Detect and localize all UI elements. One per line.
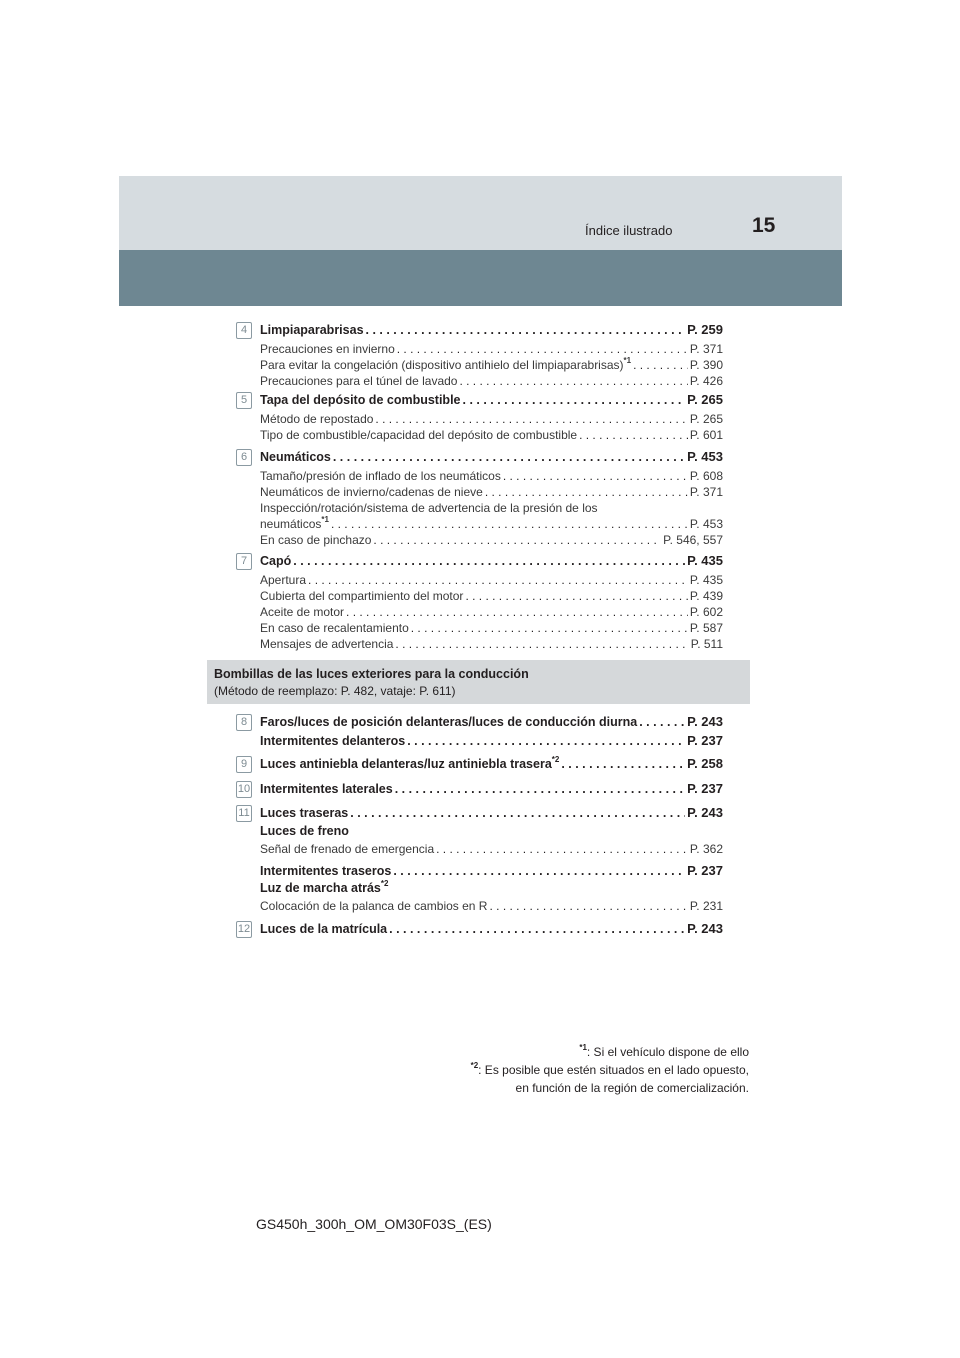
entry-label: Faros/luces de posición delanteras/luces de conducción diurna [260,715,638,729]
index-subentry[interactable] [260,412,723,426]
entry-label: Señal de frenado de emergencia [260,842,435,856]
page-ref: P. 511 [690,637,723,651]
index-entry[interactable] [260,921,723,936]
callout-number-5: 5 [236,392,252,409]
page-ref: P. 453 [689,517,723,531]
page-ref: P. 362 [689,842,723,856]
entry-label: Tapa del depósito de combustible [260,393,461,407]
entry-label: Limpiaparabrisas [260,323,364,337]
footnote-2-cont: en función de la región de comercialización. [515,1081,749,1095]
index-entry[interactable] [260,392,723,407]
entry-label: Capó [260,554,292,568]
index-entry[interactable] [260,553,723,568]
index-subentry[interactable] [260,358,723,372]
entry-label: En caso de pinchazo [260,533,372,547]
header-top-band [119,176,842,250]
index-subentry[interactable] [260,501,723,515]
callout-number-11: 11 [236,805,252,822]
index-entry[interactable] [260,714,723,729]
page-ref: P. 237 [687,863,723,878]
page-ref: P. 587 [689,621,723,635]
entry-label: Colocación de la palanca de cambios en R [260,899,488,913]
entry-label: Intermitentes laterales [260,782,393,796]
page-ref: P. 426 [689,374,723,388]
page-ref: P. 243 [687,921,723,936]
entry-label: Inspección/rotación/sistema de advertencia de la presión de los [260,501,598,515]
entry-label: Mensajes de advertencia [260,637,394,651]
index-subentry[interactable] [260,517,723,531]
index-subentry[interactable] [260,621,723,635]
page-ref: P. 259 [687,322,723,337]
entry-label: Neumáticos [260,450,331,464]
section-title: Índice ilustrado [585,223,673,238]
page-ref: P. 608 [689,469,723,483]
callout-number-9: 9 [236,756,252,773]
entry-label: Luces antiniebla delanteras/luz antiniebla trasera$^{*2}$ [260,755,560,771]
index-subentry[interactable] [260,485,723,499]
page-ref: P. 435 [687,553,723,568]
page-ref: P. 546, 557 [663,533,723,547]
entry-label: En caso de recalentamiento [260,621,409,635]
index-entry[interactable] [260,449,723,464]
entry-label: Para evitar la congelación (dispositivo antihielo del limpiaparabrisas)$^{*1}$ [260,356,632,372]
index-subentry[interactable] [260,342,723,356]
page-ref: P. 237 [687,781,723,796]
entry-label: Intermitentes traseros [260,864,392,878]
entry-label: Luces de freno [260,824,349,838]
index-subentry[interactable] [260,374,723,388]
page-number: 15 [752,214,776,237]
index-entry[interactable] [260,781,723,796]
callout-number-12: 12 [236,921,252,938]
callout-number-8: 8 [236,714,252,731]
index-subentry[interactable] [260,428,723,442]
lights-section-title: Bombillas de las luces exteriores para la conducción [214,667,529,681]
document-code: GS450h_300h_OM_OM30F03S_(ES) [256,1216,492,1232]
page-ref: P. 265 [689,412,723,426]
lights-section-subtitle: (Método de reemplazo: P. 482, vataje: P. 611) [214,684,456,698]
page-ref: P. 435 [689,573,723,587]
index-subentry[interactable] [260,589,723,603]
callout-number-7: 7 [236,553,252,570]
index-subentry[interactable] [260,842,723,856]
page-ref: P. 371 [689,342,723,356]
entry-label: Luces de la matrícula [260,922,388,936]
index-subentry[interactable] [260,899,723,913]
page-ref: P. 601 [689,428,723,442]
entry-label: Tipo de combustible/capacidad del depósito de combustible [260,428,578,442]
entry-label: Precauciones en invierno [260,342,395,356]
index-subentry[interactable] [260,605,723,619]
page-ref: P. 237 [687,733,723,748]
entry-label: Tamaño/presión de inflado de los neumáticos [260,469,501,483]
entry-label: Precauciones para el túnel de lavado [260,374,458,388]
page-ref: P. 231 [689,899,723,913]
page-ref: P. 371 [689,485,723,499]
index-entry[interactable] [260,805,723,820]
entry-label: Apertura [260,573,307,587]
footnotes [471,1043,749,1097]
index-subentry[interactable] [260,469,723,483]
page-ref: P. 258 [687,756,723,771]
entry-label: Luz de marcha atrás$^{*2}$ [260,879,389,895]
index-entry[interactable] [260,322,723,337]
footnote-mark: *1 [321,515,329,524]
footnote-mark: *2 [551,755,560,764]
index-entry[interactable] [260,863,723,878]
index-subentry[interactable] [260,533,723,547]
entry-label: Método de repostado [260,412,374,426]
footnote-2: $^{*2}$: Es posible que estén situados en el lado opuesto, [470,1061,749,1077]
entry-label: Cubierta del compartimiento del motor [260,589,464,603]
page-ref: P. 453 [687,449,723,464]
footnote-1: $^{*1}$: Si el vehículo dispone de ello [579,1043,749,1059]
callout-number-4: 4 [236,322,252,339]
footnote-mark: *2 [380,879,389,888]
entry-label: Luces traseras [260,806,349,820]
index-subentry[interactable] [260,573,723,587]
index-entry[interactable] [260,756,723,771]
page-ref: P. 390 [689,358,723,372]
footnote-mark: *1 [623,356,632,365]
callout-number-6: 6 [236,449,252,466]
page-ref: P. 439 [689,589,723,603]
entry-label: Neumáticos de invierno/cadenas de nieve [260,485,483,499]
page-ref: P. 265 [687,392,723,407]
page-ref: P. 243 [687,805,723,820]
header-dark-band [119,250,842,306]
entry-label: neumáticos$^{*1}$ [260,515,329,531]
entry-label: Intermitentes delanteros [260,734,406,748]
entry-label: Aceite de motor [260,605,345,619]
page-ref: P. 243 [687,714,723,729]
page-ref: P. 602 [689,605,723,619]
index-subentry[interactable] [260,637,723,651]
callout-number-10: 10 [236,781,252,798]
index-entry[interactable] [260,733,723,748]
